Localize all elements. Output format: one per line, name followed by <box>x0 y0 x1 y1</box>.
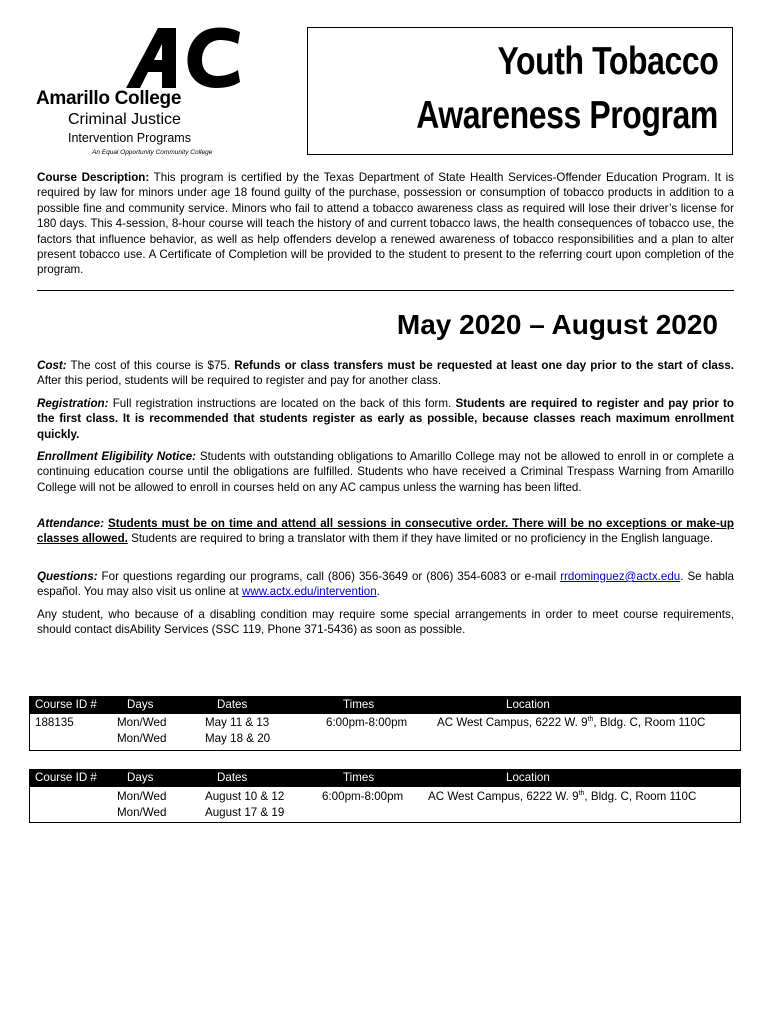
questions-label: Questions: <box>37 570 98 583</box>
location-room: , Bldg. C, Room 110C <box>584 790 697 803</box>
attendance-paragraph <box>37 516 734 547</box>
schedule-header-row <box>30 770 740 787</box>
cost-text-2: After this period, students will be required to register and pay for another class. <box>37 374 442 388</box>
header-location: Location <box>506 698 550 711</box>
class-location <box>437 715 705 731</box>
amarillo-college-logo <box>36 26 211 160</box>
attendance-label: Attendance: <box>37 517 104 530</box>
contact-email-link[interactable]: rrdominguez@actx.edu <box>560 570 681 583</box>
eligibility-paragraph <box>37 449 734 495</box>
location-ordinal: th <box>578 790 585 798</box>
schedule-header-row <box>30 697 740 714</box>
cost-paragraph <box>37 358 734 389</box>
logo-tagline: An Equal Opportunity Community College <box>92 149 213 156</box>
questions-text-3: . <box>376 585 380 599</box>
course-id: 188135 <box>35 716 74 729</box>
header-dates: Dates <box>217 698 248 711</box>
cost-text: The cost of this course is $75. <box>66 359 235 372</box>
header-location: Location <box>506 771 550 784</box>
logo-division: Criminal Justice <box>68 111 181 128</box>
eligibility-label: Enrollment Eligibility Notice: <box>37 450 197 463</box>
days-week-2: Mon/Wed <box>117 806 167 819</box>
questions-paragraph <box>37 569 734 600</box>
location-address: AC West Campus, 6222 W. 9 <box>437 716 588 729</box>
disability-paragraph: Any student, who because of a disabling condition may require some special arrangements in order to meet course requirements, should contact disAbility Services (SSC 119, Phone 371-5436) as soon as possible. <box>37 608 734 637</box>
course-description <box>37 170 734 278</box>
questions-text: For questions regarding our programs, call (806) 356-3649 or (806) 354-6083 or e-mail <box>97 570 561 583</box>
registration-text: Full registration instructions are located on the back of this form. <box>108 397 456 410</box>
header-times: Times <box>343 771 375 784</box>
class-location <box>428 789 696 805</box>
header-dates: Dates <box>217 771 248 784</box>
dates-week-2: August 17 & 19 <box>205 806 285 819</box>
course-period-heading: May 2020 – August 2020 <box>396 309 718 340</box>
header-days: Days <box>127 698 154 711</box>
dates-week-1: August 10 & 12 <box>205 790 285 803</box>
days-week-1: Mon/Wed <box>117 716 167 729</box>
days-week-2: Mon/Wed <box>117 732 167 745</box>
table-row <box>30 787 740 822</box>
header-course-id: Course ID # <box>35 771 97 784</box>
class-times: 6:00pm-8:00pm <box>322 790 404 803</box>
page-title-line-1: Youth Tobacco <box>497 40 718 83</box>
section-divider <box>37 290 734 291</box>
logo-program: Intervention Programs <box>68 131 191 145</box>
days-week-1: Mon/Wed <box>117 790 167 803</box>
schedule-table-august <box>29 769 741 823</box>
page-title-line-2: Awareness Program <box>416 94 718 137</box>
table-row <box>30 714 740 750</box>
header-times: Times <box>343 698 375 711</box>
ac-logo-mark-icon <box>124 26 242 88</box>
registration-paragraph <box>37 396 734 442</box>
title-box <box>307 27 733 155</box>
course-description-text: This program is certified by the Texas Department of State Health Services-Offender Education Program. It is required by law for minors under age 18 found guilty of the purchase, possession or consumption of tobacco products in addition to a possible fine and community service. Minors who fail to attend a tobacco awareness class as required will lose their driver’s license for 180 days. This 4-session, 8-hour course will teach the history of and current tobacco laws, the health consequences of tobacco use, the factors that influence behavior, as well as help offenders develop a renewed awareness of tobacco responsibilities and a plan to alter present tobacco use. A Certificate of Completion will be provided to the student to present to the referring court upon completion of the program. <box>37 171 734 277</box>
dates-week-1: May 11 & 13 <box>205 716 270 729</box>
dates-week-2: May 18 & 20 <box>205 732 271 745</box>
location-ordinal: th <box>587 716 594 724</box>
logo-college-name: Amarillo College <box>36 88 182 109</box>
cost-label: Cost: <box>37 359 67 372</box>
class-times: 6:00pm-8:00pm <box>326 716 408 729</box>
registration-requirement: Students are required to register and pay prior to the first class. It is recommended that students register as early as possible, because classes reach maximum enrollment quickly. <box>37 397 734 441</box>
course-description-label: Course Description: <box>37 171 150 184</box>
header-days: Days <box>127 771 154 784</box>
eligibility-text: Students with outstanding obligations to Amarillo College may not be allowed to enroll in or complete a continuing education course until the obligations are fulfilled. Students who have received a Criminal Trespass Warning from Amarillo College will not be allowed to enroll in courses held on any AC campus unless the warning has been lifted. <box>37 450 734 494</box>
attendance-policy: Students must be on time and attend all sessions in consecutive order. There will be no exceptions or make-up classes allowed. <box>37 517 734 546</box>
location-address: AC West Campus, 6222 W. 9 <box>428 790 579 803</box>
schedule-table-may <box>29 696 741 751</box>
refund-policy: Refunds or class transfers must be requested at least one day prior to the start of class. <box>234 359 734 372</box>
location-room: , Bldg. C, Room 110C <box>593 716 706 729</box>
questions-text-2: . Se habla español. You may also visit us online at <box>37 570 734 599</box>
attendance-text: Students are required to bring a translator with them if they have limited or no proficiency in the English language. <box>127 532 714 546</box>
registration-label: Registration: <box>37 397 109 410</box>
program-website-link[interactable]: www.actx.edu/intervention <box>241 585 377 599</box>
header-course-id: Course ID # <box>35 698 97 711</box>
